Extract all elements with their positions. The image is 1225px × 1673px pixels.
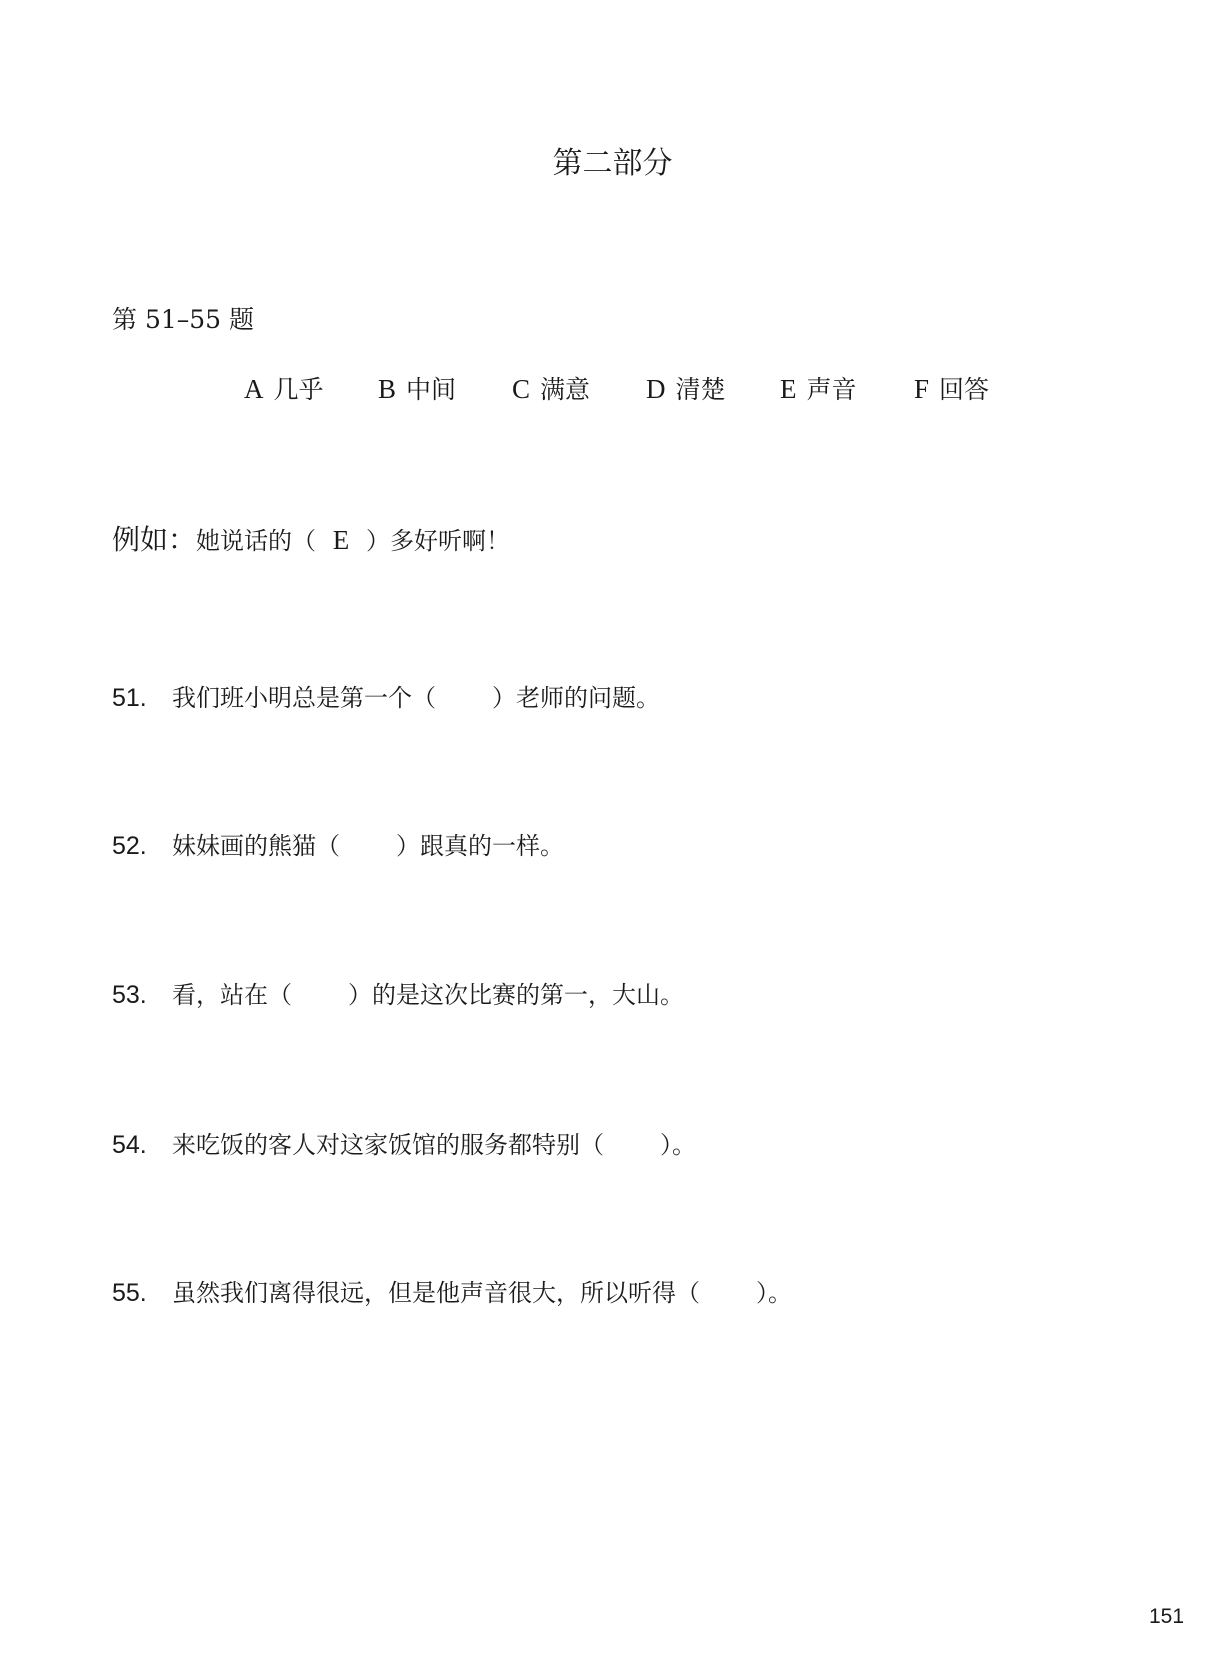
question-text-after: ）跟真的一样。 [396, 832, 564, 860]
question-text-before: 来吃饭的客人对这家饭馆的服务都特别（ [172, 1131, 604, 1159]
question-text-after: ）。 [756, 1279, 792, 1307]
option-a [244, 370, 324, 406]
question-range-instruction: 第 51–55 题 [112, 305, 255, 334]
example-text-before: 她说话的（ [196, 527, 317, 555]
example-answer: E [332, 525, 350, 555]
section-title: 第二部分 [552, 146, 673, 181]
option-letter: E [780, 374, 797, 404]
question-number: 54. [112, 1131, 147, 1159]
option-word: 满意 [540, 375, 591, 404]
question-text-before: 虽然我们离得很远，但是他声音很大，所以听得（ [172, 1279, 700, 1307]
option-letter: F [914, 374, 930, 404]
option-word: 回答 [939, 375, 990, 404]
question-text-before: 妹妹画的熊猫（ [172, 832, 340, 860]
question-text-before: 看，站在（ [172, 981, 292, 1009]
option-word: 清楚 [675, 375, 726, 404]
option-f [914, 370, 989, 406]
question-text-after: ）老师的问题。 [492, 684, 660, 712]
question-54 [112, 1125, 696, 1160]
question-55 [112, 1273, 792, 1308]
option-letter: A [244, 374, 264, 404]
question-number: 55. [112, 1279, 147, 1307]
question-text-after: ）。 [660, 1131, 696, 1159]
page-number: 151 [1149, 1605, 1185, 1628]
question-number: 52. [112, 832, 147, 860]
option-word: 几乎 [273, 375, 324, 404]
option-letter: D [646, 374, 666, 404]
example-text-after: ）多好听啊！ [366, 527, 511, 555]
question-53 [112, 975, 684, 1010]
option-c [512, 370, 590, 406]
question-number: 51. [112, 684, 147, 712]
option-d [646, 370, 726, 406]
example-label: 例如： [112, 523, 197, 556]
option-b [378, 370, 456, 406]
option-e [780, 370, 857, 406]
question-52 [112, 826, 564, 861]
question-text-after: ）的是这次比赛的第一，大山。 [348, 981, 684, 1009]
example-sentence [112, 518, 510, 558]
question-number: 53. [112, 981, 147, 1009]
option-word: 中间 [406, 375, 457, 404]
question-text-before: 我们班小明总是第一个（ [172, 684, 436, 712]
option-letter: B [378, 374, 397, 404]
question-51 [112, 678, 660, 713]
option-word: 声音 [806, 375, 857, 404]
option-letter: C [512, 374, 531, 404]
